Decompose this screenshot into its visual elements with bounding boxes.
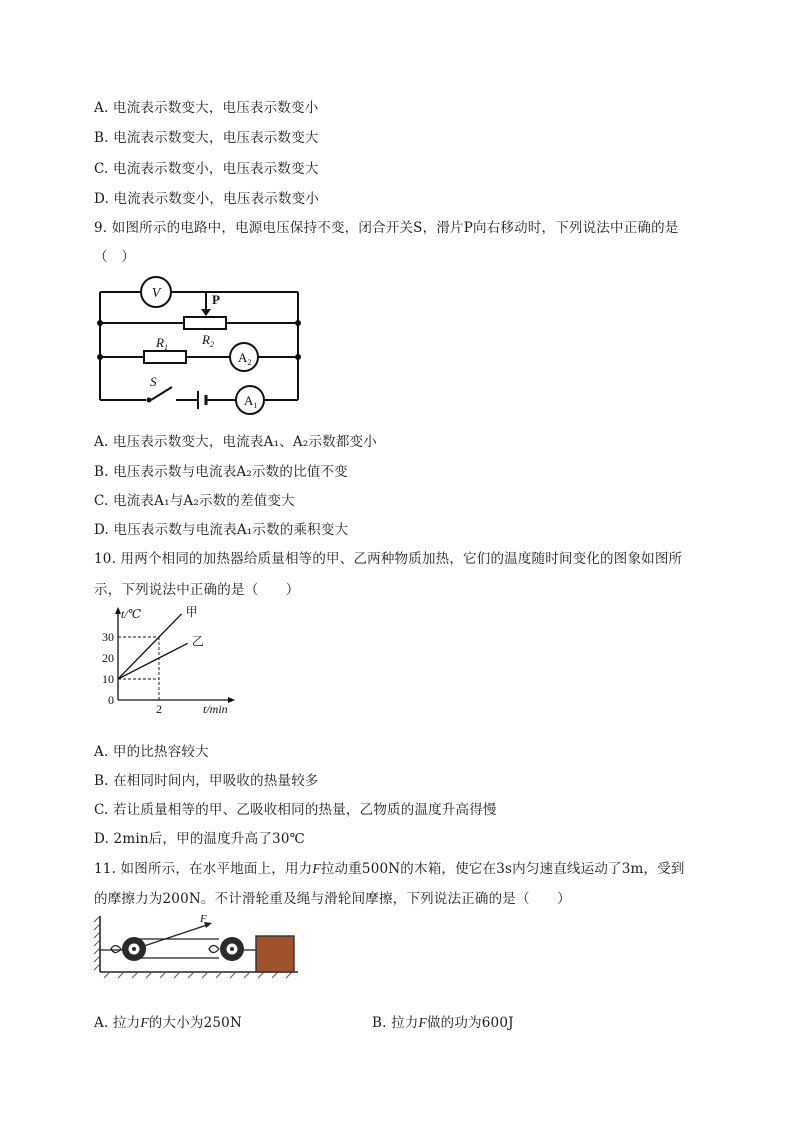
- x-tick-label: 2: [156, 702, 162, 716]
- y-tick-label: 0: [108, 693, 114, 707]
- q11-stem-line1: 11. 如图所示，在水平地面上，用力F拉动重500N的木箱，使它在3s内匀速直线运动了3m，受到: [94, 861, 685, 877]
- q10-temperature-time-chart: [92, 605, 252, 723]
- q10-stem-line1: 10. 用两个相同的加热器给质量相等的甲、乙两种物质加热，它们的温度随时间变化的图象如图所: [94, 551, 683, 567]
- r2-label: $R_2$: [202, 332, 214, 349]
- y-axis-label: t/℃: [121, 607, 142, 621]
- q10-stem-line2: 示，下列说法中正确的是（ ）: [94, 582, 300, 598]
- q8-option-c: C. 电流表示数变小，电压表示数变大: [94, 161, 319, 177]
- series-name-label: 甲: [185, 604, 198, 619]
- ammeter-a2-label: $A_2$: [238, 350, 252, 367]
- q9-option-c: C. 电流表A₁与A₂示数的差值变大: [94, 493, 295, 509]
- q11-option-a: A. 拉力F的大小为250N: [94, 1015, 242, 1031]
- q8-option-b: B. 电流表示数变大，电压表示数变大: [94, 130, 319, 146]
- q9-option-a: A. 电压表示数变大，电流表A₁、A₂示数都变小: [94, 434, 377, 450]
- q10-option-a: A. 甲的比热容较大: [94, 744, 209, 760]
- q8-option-d: D. 电流表示数变小，电压表示数变小: [94, 191, 320, 207]
- y-tick-label: 30: [102, 630, 114, 644]
- slider-p-label: P: [212, 292, 220, 307]
- y-tick-label: 20: [102, 651, 114, 665]
- force-f-label: F: [200, 913, 207, 925]
- voltmeter-label: V: [151, 286, 161, 301]
- chart-series: [118, 614, 188, 679]
- q10-option-d: D. 2min后，甲的温度升高了30℃: [94, 831, 305, 847]
- q11-stem-line2: 的摩擦力为200N。不计滑轮重及绳与滑轮间摩擦，下列说法正确的是（ ）: [94, 891, 571, 907]
- q9-stem-line2: （ ）: [94, 249, 136, 265]
- q9-option-d: D. 电压表示数与电流表A₁示数的乘积变大: [94, 522, 349, 538]
- wooden-box: [256, 936, 294, 972]
- series-line-1: [118, 643, 188, 679]
- q9-stem-line1: 9. 如图所示的电路中，电源电压保持不变，闭合开关S，滑片P向右移动时，下列说法中正确的是: [94, 220, 679, 236]
- q9-circuit-diagram: [96, 283, 316, 413]
- q9-option-b: B. 电压表示数与电流表A₂示数的比值不变: [94, 464, 348, 480]
- q10-option-c: C. 若让质量相等的甲、乙吸收相同的热量，乙物质的温度升高得慢: [94, 802, 497, 818]
- x-axis-arrow: [228, 697, 235, 703]
- force-symbol: F: [312, 861, 321, 876]
- q11-option-b: B. 拉力F做的功为600J: [372, 1015, 514, 1031]
- y-tick-label: 10: [102, 672, 114, 686]
- series-line-0: [118, 614, 182, 679]
- ammeter-a1-label: $A_1$: [244, 393, 258, 410]
- q10-option-b: B. 在相同时间内，甲吸收的热量较多: [94, 773, 319, 789]
- q8-option-a: A. 电流表示数变大，电压表示数变小: [94, 100, 319, 116]
- r1-label: $R_1$: [156, 335, 168, 352]
- chart-labels: [102, 605, 228, 716]
- x-axis-label: t/min: [203, 702, 228, 716]
- switch-s-label: S: [150, 374, 157, 389]
- q11-pulley-diagram: [94, 914, 304, 980]
- series-name-label: 乙: [191, 634, 204, 649]
